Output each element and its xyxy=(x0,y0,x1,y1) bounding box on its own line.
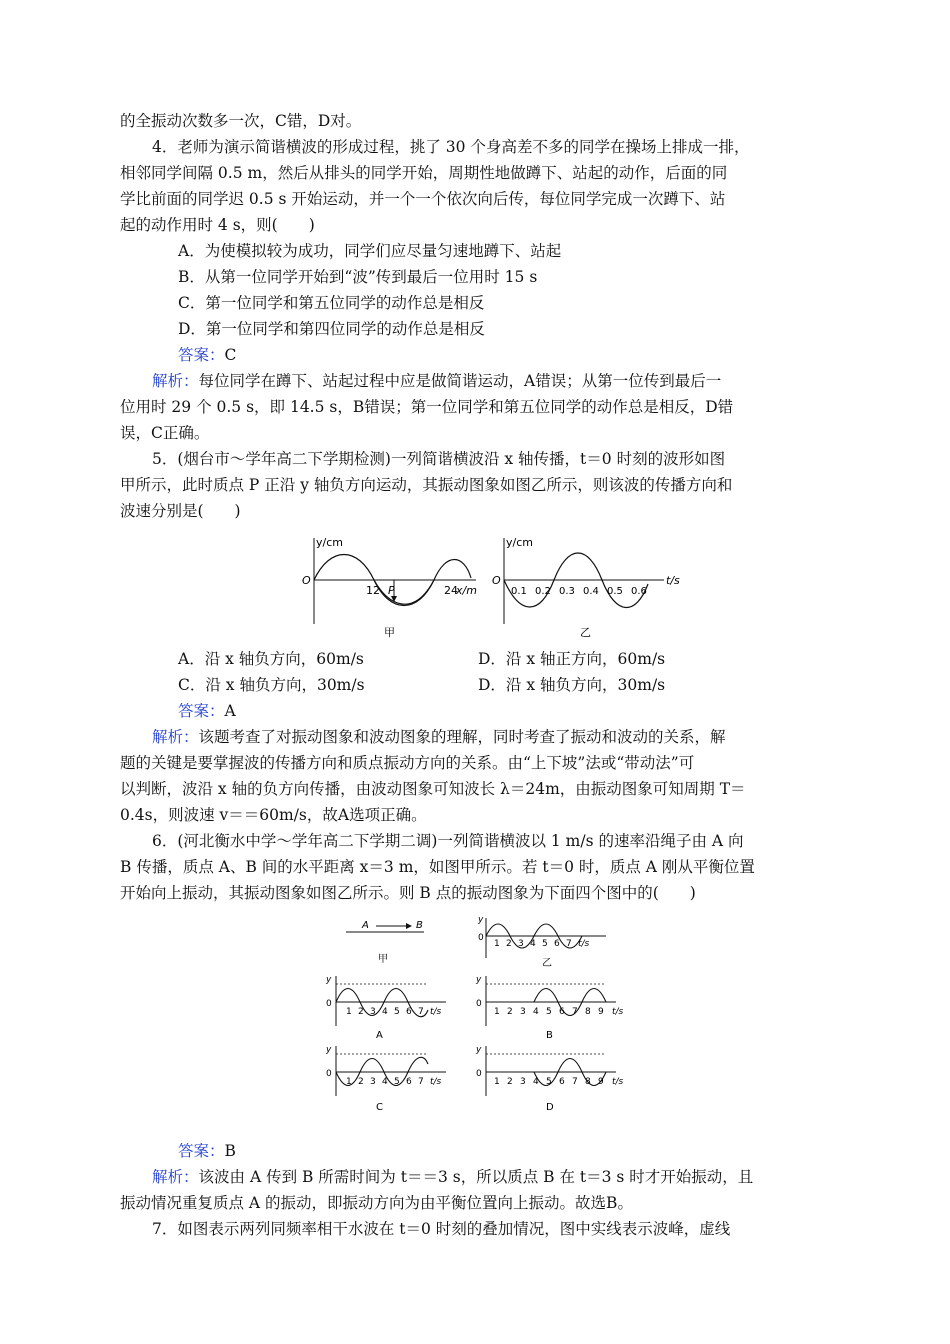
answer-label: 答案： xyxy=(178,702,225,720)
question-5-stem: 5．(烟台市～学年高二下学期检测)一列简谐横波沿 x 轴传播，t＝0 时刻的波形如图 xyxy=(152,450,726,468)
tick-label: 3 xyxy=(520,1077,526,1087)
text-line: 相邻同学间隔 0.5 m，然后从排头的同学开始，周期性地做蹲下、站起的动作，后面的同 xyxy=(120,164,728,182)
tick-label: 3 xyxy=(370,1077,376,1087)
t-axis-label: t/s xyxy=(666,574,680,587)
explanation-label: 解析： xyxy=(152,1168,199,1186)
t-label: t/s xyxy=(430,1077,442,1087)
text-line: 学比前面的同学迟 0.5 s 开始运动，并一个一个依次向后传，每位同学完成一次蹲下、站 xyxy=(120,190,726,208)
y-label: y xyxy=(326,975,332,985)
caption: C xyxy=(376,1102,383,1113)
text-line: 的全振动次数多一次，C错，D对。 xyxy=(120,112,362,130)
explanation xyxy=(120,368,832,394)
tick-label: 0.5 xyxy=(607,586,623,597)
answer-line xyxy=(178,1138,832,1164)
option-d: D．沿 x 轴负方向，30m/s xyxy=(478,676,666,694)
explanation-label: 解析： xyxy=(152,372,199,390)
tick-label: 8 xyxy=(585,1077,591,1087)
tick-label: 4 xyxy=(533,1077,539,1087)
tick-label: 6 xyxy=(406,1077,412,1087)
tick-label: 7 xyxy=(572,1007,578,1017)
answer-label: 答案： xyxy=(178,1142,225,1160)
origin-label: 0 xyxy=(478,933,484,943)
tick-label: 7 xyxy=(418,1007,424,1017)
x-axis-label: x/m xyxy=(456,584,477,597)
tick-label: 0.1 xyxy=(511,586,527,597)
answer-value: B xyxy=(224,1142,236,1160)
t-label: t/s xyxy=(612,1077,624,1087)
option-a: A．沿 x 轴负方向，60m/s xyxy=(178,650,364,668)
text-line: 以判断，波沿 x 轴的负方向传播，由波动图象可知波长 λ＝24m，由振动图象可知周期 T＝ xyxy=(120,780,746,798)
tick-label: 2 xyxy=(506,939,512,949)
option-d: D．沿 x 轴正方向，60m/s xyxy=(478,650,666,668)
graph-option-c xyxy=(325,1045,446,1113)
figure-q5 xyxy=(296,532,696,642)
y-axis-label: y/cm xyxy=(316,536,343,549)
tick-label: 0.3 xyxy=(559,586,575,597)
text-line: 起的动作用时 4 s，则( ) xyxy=(120,216,315,234)
tick-label: 6 xyxy=(559,1077,565,1087)
text-line: B 传播，质点 A、B 间的水平距离 x＝3 m，如图甲所示。若 t＝0 时，质点 A 刚从平衡位置 xyxy=(120,858,755,876)
caption: 甲 xyxy=(378,954,388,965)
tick-label: 5 xyxy=(394,1007,400,1017)
text-line: 波速分别是( ) xyxy=(120,502,241,520)
text-line: 开始向上振动，其振动图象如图乙所示。则 B 点的振动图象为下面四个图中的( ) xyxy=(120,884,696,902)
tick-label: 9 xyxy=(598,1077,604,1087)
explanation-label: 解析： xyxy=(152,728,199,746)
option-c: C．沿 x 轴负方向，30m/s xyxy=(178,676,365,694)
tick-label: 1 xyxy=(346,1007,352,1017)
y-label: y xyxy=(476,1045,482,1055)
explanation-text: 该波由 A 传到 B 所需时间为 t＝＝3 s，所以质点 B 在 t＝3 s 时才开始振动，且 xyxy=(198,1168,754,1186)
graph-yi xyxy=(477,915,606,969)
explanation xyxy=(120,724,832,750)
tick-label: 0.2 xyxy=(535,586,551,597)
y-axis-label: y/cm xyxy=(506,536,533,549)
tick-label: 2 xyxy=(358,1077,364,1087)
caption: 乙 xyxy=(542,958,552,969)
graph-option-a xyxy=(325,975,446,1041)
option-a: A．为使模拟较为成功，同学们应尽量匀速地蹲下、站起 xyxy=(178,242,562,260)
tick-label: 3 xyxy=(370,1007,376,1017)
origin-label: O xyxy=(302,574,311,587)
answer-line xyxy=(178,698,832,724)
tick-label: 8 xyxy=(585,1007,591,1017)
origin-label: 0 xyxy=(326,999,332,1009)
question-6-stem: 6．(河北衡水中学～学年高二下学期二调)一列简谐横波以 1 m/s 的速率沿绳子由 A 向 xyxy=(152,832,744,850)
origin-label: 0 xyxy=(476,1069,482,1079)
tick-label: 4 xyxy=(530,939,536,949)
tick-label: 5 xyxy=(394,1077,400,1087)
tick-label: 7 xyxy=(418,1077,424,1087)
origin-label: 0 xyxy=(326,1069,332,1079)
tick-label: 1 xyxy=(494,939,500,949)
arrow-right-icon xyxy=(406,923,412,929)
option-b: B．从第一位同学开始到“波”传到最后一位用时 15 s xyxy=(178,268,538,286)
tick-label: 2 xyxy=(507,1077,513,1087)
answer-value: C xyxy=(224,346,237,364)
text-line: 振动情况重复质点 A 的振动，即振动方向为由平衡位置向上振动。故选B。 xyxy=(120,1194,633,1212)
tick-label: 4 xyxy=(533,1007,539,1017)
y-label: y xyxy=(478,915,484,925)
tick-label: 24 xyxy=(444,584,458,597)
tick-label: 5 xyxy=(546,1007,552,1017)
point-a-label: A xyxy=(362,920,369,931)
tick-label: 4 xyxy=(382,1007,388,1017)
document-page xyxy=(120,108,832,1242)
tick-label: 0.6 xyxy=(631,586,647,597)
options-row xyxy=(178,646,832,672)
graph-option-b xyxy=(475,975,624,1041)
caption: A xyxy=(376,1030,383,1041)
point-b-label: B xyxy=(416,920,423,931)
t-label: t/s xyxy=(430,1007,442,1017)
text-line: 误，C正确。 xyxy=(120,424,210,442)
caption: B xyxy=(546,1030,553,1041)
caption: 乙 xyxy=(580,626,591,639)
text-line: 0.4s，则波速 v＝＝60m/s，故A选项正确。 xyxy=(120,806,427,824)
tick-label: 1 xyxy=(494,1007,500,1017)
explanation-text: 该题考查了对振动图象和波动图象的理解，同时考查了振动和波动的关系，解 xyxy=(198,728,726,746)
origin-label: 0 xyxy=(476,999,482,1009)
option-c: C．第一位同学和第五位同学的动作总是相反 xyxy=(178,294,485,312)
explanation-text: 每位同学在蹲下、站起过程中应是做简谐运动，A错误；从第一位传到最后一 xyxy=(198,372,722,390)
t-label: t/s xyxy=(578,939,590,949)
caption: 甲 xyxy=(384,626,395,639)
tick-label: 3 xyxy=(520,1007,526,1017)
tick-label: 6 xyxy=(406,1007,412,1017)
tick-label: 7 xyxy=(572,1077,578,1087)
y-label: y xyxy=(476,975,482,985)
tick-label: 4 xyxy=(382,1077,388,1087)
y-label: y xyxy=(326,1045,332,1055)
tick-label: 0.4 xyxy=(583,586,599,597)
tick-label: 2 xyxy=(507,1007,513,1017)
origin-label: O xyxy=(492,574,501,587)
figure-q6 xyxy=(316,914,646,1134)
tick-label: 12 xyxy=(366,584,380,597)
tick-label: 5 xyxy=(542,939,548,949)
t-label: t/s xyxy=(612,1007,624,1017)
tick-label: 2 xyxy=(358,1007,364,1017)
text-line: 位用时 29 个 0.5 s，即 14.5 s，B错误；第一位同学和第五位同学的动作总是相反，D错 xyxy=(120,398,734,416)
point-p-label: P xyxy=(388,584,395,597)
tick-label: 1 xyxy=(494,1077,500,1087)
graph-option-d xyxy=(475,1045,624,1113)
option-d: D．第一位同学和第四位同学的动作总是相反 xyxy=(178,320,485,338)
text-line: 甲所示，此时质点 P 正沿 y 轴负方向运动，其振动图象如图乙所示，则该波的传播方向和 xyxy=(120,476,733,494)
text-line: 题的关键是要掌握波的传播方向和质点振动方向的关系。由“上下坡”法或“带动法”可 xyxy=(120,754,695,772)
tick-label: 9 xyxy=(598,1007,604,1017)
caption: D xyxy=(546,1102,554,1113)
tick-label: 1 xyxy=(346,1077,352,1087)
tick-label: 5 xyxy=(546,1077,552,1087)
question-4-stem: 4．老师为演示简谐横波的形成过程，挑了 30 个身高差不多的同学在操场上排成一排， xyxy=(152,138,750,156)
tick-label: 3 xyxy=(518,939,524,949)
answer-value: A xyxy=(224,702,236,720)
tick-label: 6 xyxy=(559,1007,565,1017)
tick-label: 6 xyxy=(554,939,560,949)
question-7-stem: 7．如图表示两列同频率相干水波在 t＝0 时刻的叠加情况，图中实线表示波峰，虚线 xyxy=(152,1220,731,1238)
tick-label: 7 xyxy=(566,939,572,949)
answer-line xyxy=(178,342,832,368)
answer-label: 答案： xyxy=(178,346,225,364)
options-row xyxy=(178,672,832,698)
explanation xyxy=(120,1164,832,1190)
